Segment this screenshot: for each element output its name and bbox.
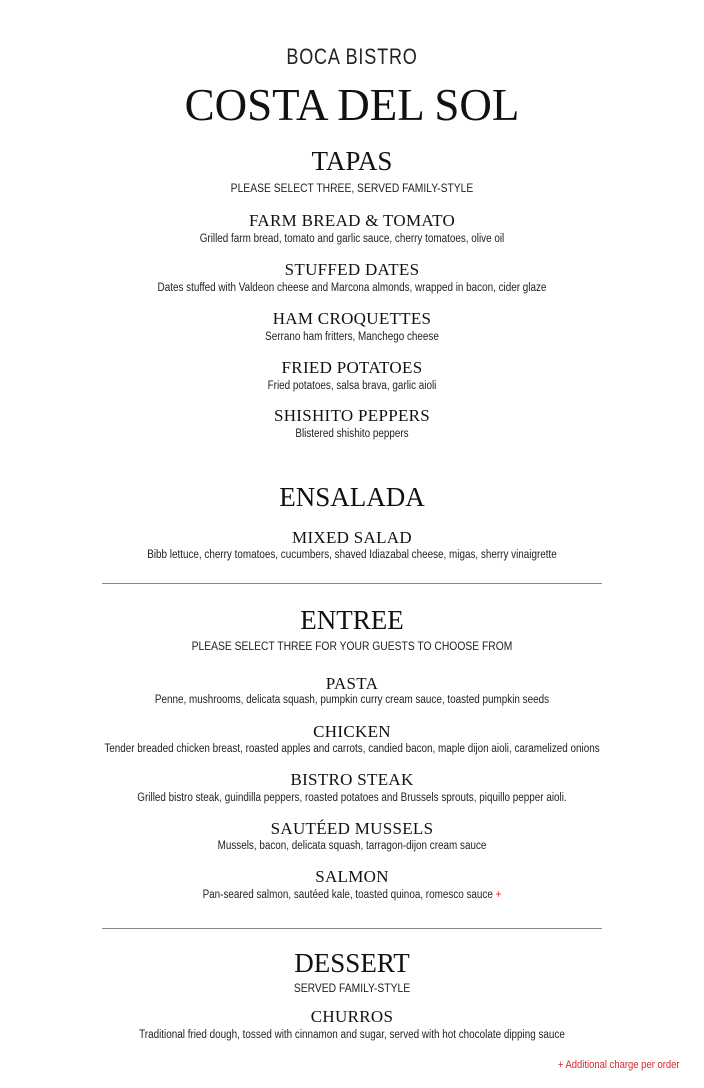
menu-item-name: CHICKEN xyxy=(313,722,391,741)
menu-item-description: Tender breaded chicken breast, roasted apples and carrots, candied bacon, maple dijon aioli, caramelized onions xyxy=(104,743,600,755)
menu-item-name: FRIED POTATOES xyxy=(281,358,423,377)
section-title-entree: ENTREE xyxy=(300,605,404,635)
menu-item-description: Blistered shishito peppers xyxy=(295,428,409,440)
menu-item-name: FARM BREAD & TOMATO xyxy=(248,211,456,230)
menu-item-description: Grilled bistro steak, guindilla peppers, roasted potatoes and Brussels sprouts, piquillo pepper aioli. xyxy=(137,792,567,804)
additional-charge-footnote: + Additional charge per order xyxy=(558,1059,680,1071)
menu-item-description: Traditional fried dough, tossed with cinnamon and sugar, served with hot chocolate dipping sauce xyxy=(139,1029,565,1041)
section-divider xyxy=(102,928,602,929)
menu-item-name: BISTRO STEAK xyxy=(290,770,414,789)
menu-item-description: Fried potatoes, salsa brava, garlic aioli xyxy=(267,380,437,392)
menu-item-description-text: Pan-seared salmon, sautéed kale, toasted quinoa, romesco sauce xyxy=(202,889,493,901)
menu-item-description: Dates stuffed with Valdeon cheese and Marcona almonds, wrapped in bacon, cider glaze xyxy=(157,282,547,294)
menu-item-description: Grilled farm bread, tomato and garlic sauce, cherry tomatoes, olive oil xyxy=(199,233,505,245)
additional-charge-marker: + xyxy=(495,889,502,901)
menu-item-name: HAM CROQUETTES xyxy=(272,309,432,328)
section-title-tapas: TAPAS xyxy=(311,146,393,176)
menu-item-description: Mussels, bacon, delicata squash, tarragon-dijon cream sauce xyxy=(217,840,487,852)
section-subtitle-entree: PLEASE SELECT THREE FOR YOUR GUESTS TO CHOOSE FROM xyxy=(191,639,513,653)
menu-item-description xyxy=(49,888,654,902)
section-title-dessert: DESSERT xyxy=(294,948,410,978)
menu-item-name: SAUTÉED MUSSELS xyxy=(270,819,434,838)
menu-item-name: STUFFED DATES xyxy=(284,260,420,279)
menu-title: COSTA DEL SOL xyxy=(184,80,520,130)
section-divider xyxy=(102,583,602,584)
menu-item-name: PASTA xyxy=(325,674,379,693)
menu-item-name: SALMON xyxy=(315,867,389,886)
menu-item-description: Serrano ham fritters, Manchego cheese xyxy=(265,331,439,343)
section-title-ensalada: ENSALADA xyxy=(279,482,425,512)
menu-item-name: CHURROS xyxy=(310,1007,394,1026)
menu-item-name: SHISHITO PEPPERS xyxy=(273,406,431,425)
section-subtitle-dessert: SERVED FAMILY-STYLE xyxy=(293,981,411,995)
menu-item-name: MIXED SALAD xyxy=(292,528,412,547)
menu-item-description: Penne, mushrooms, delicata squash, pumpkin curry cream sauce, toasted pumpkin seeds xyxy=(154,694,550,706)
restaurant-brand: BOCA BISTRO xyxy=(286,44,418,69)
section-subtitle-tapas: PLEASE SELECT THREE, SERVED FAMILY-STYLE xyxy=(230,181,474,195)
menu-item-description: Bibb lettuce, cherry tomatoes, cucumbers, shaved Idiazabal cheese, migas, sherry vinaigrette xyxy=(147,549,557,561)
